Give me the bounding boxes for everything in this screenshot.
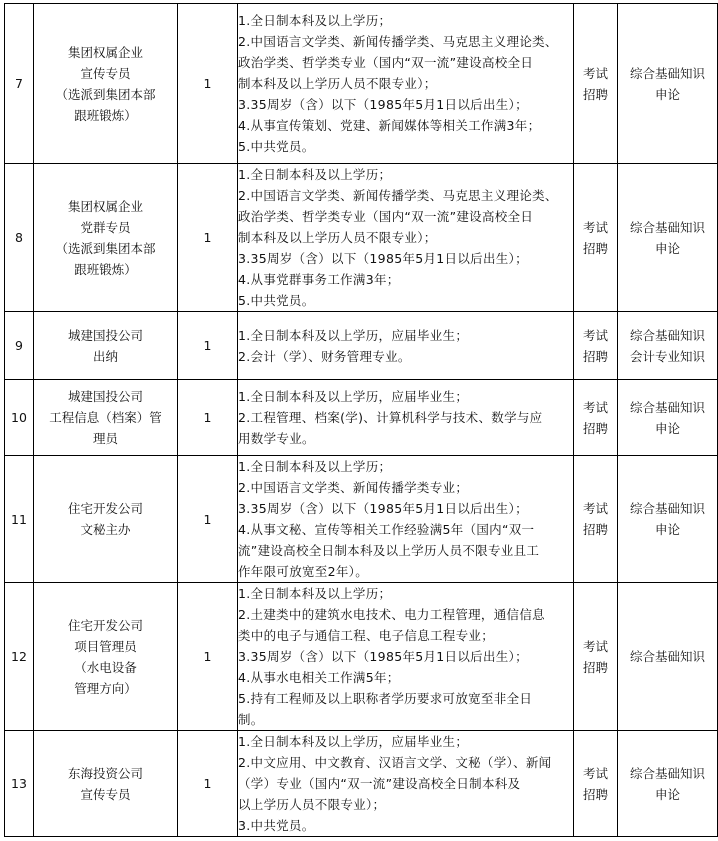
requirements-cell: [238, 312, 574, 380]
requirement-line: 4.从事党群事务工作满3年；: [238, 272, 400, 287]
table-row: [5, 583, 718, 731]
recruit-method-cell: [574, 164, 618, 312]
table-row: [5, 731, 718, 837]
position-cell: [34, 380, 178, 456]
exam-subject-line: 申论: [654, 240, 680, 256]
requirement-line: 5.中共党员。: [238, 293, 315, 308]
row-number: 7: [5, 4, 34, 164]
row-number: 8: [5, 164, 34, 312]
recruit-method-line: 招聘: [582, 86, 608, 102]
exam-subject-line: 申论: [654, 522, 680, 537]
headcount: 1: [178, 312, 238, 380]
position-line: 集团权属企业: [67, 198, 143, 214]
headcount: 1: [178, 731, 238, 837]
requirement-line: 2.中国语言文学类、新闻传播学类、马克思主义理论类、: [238, 34, 558, 49]
table-row: [5, 380, 718, 456]
position-line: 住宅开发公司: [67, 617, 143, 633]
requirement-line: 5.中共党员。: [238, 139, 315, 154]
requirement-line: 3.35周岁（含）以下（1985年5月1日以后出生）；: [238, 251, 528, 266]
recruit-method-cell: [574, 583, 618, 731]
table-row: [5, 456, 718, 583]
position-line: 理员: [92, 431, 118, 446]
exam-subject-line: 申论: [654, 420, 680, 436]
recruit-method-line: 考试: [582, 399, 608, 415]
headcount: 1: [178, 4, 238, 164]
row-number: 11: [5, 456, 34, 583]
requirements-cell: [238, 380, 574, 456]
exam-subject-line: 综合基础知识: [629, 219, 705, 235]
exam-subject-line: 综合基础知识: [629, 327, 705, 343]
exam-subjects-cell: [618, 380, 718, 456]
requirement-line: 3.35周岁（含）以下（1985年5月1日以后出生）；: [238, 97, 528, 112]
exam-subject-line: 综合基础知识: [629, 399, 705, 415]
position-line: 项目管理员: [74, 638, 137, 654]
position-cell: [34, 4, 178, 164]
exam-subject-line: 综合基础知识: [629, 765, 705, 781]
recruit-method-line: 考试: [582, 638, 608, 654]
requirement-line: 1.全日制本科及以上学历，应届毕业生；: [238, 327, 469, 343]
table-row: [5, 164, 718, 312]
position-line: （选派到集团本部: [55, 240, 156, 256]
requirement-line: 2.土建类中的建筑水电技术、电力工程管理，通信信息: [238, 607, 545, 622]
table-row: [5, 312, 718, 380]
exam-subject-line: 综合基础知识: [629, 501, 705, 516]
requirement-line: 2.中文应用、中文教育、汉语言文学、文秘（学）、新闻: [238, 755, 552, 770]
recruit-method-line: 招聘: [582, 348, 608, 364]
requirement-line: 3.35周岁（含）以下（1985年5月1日以后出生）；: [238, 501, 528, 516]
headcount: 1: [178, 456, 238, 583]
recruit-method-cell: [574, 456, 618, 583]
exam-subjects-cell: [618, 583, 718, 731]
requirement-line: 以上学历人员不限专业）；: [238, 797, 386, 812]
position-line: 文秘主办: [80, 522, 131, 537]
recruit-method-line: 考试: [582, 65, 608, 81]
position-cell: [34, 731, 178, 837]
requirements-cell: [238, 456, 574, 583]
requirement-line: 4.从事文秘、宣传等相关工作经验满5年（国内“双一: [238, 522, 535, 537]
exam-subjects-cell: [618, 4, 718, 164]
exam-subjects-cell: [618, 731, 718, 837]
table-body: [5, 4, 718, 837]
position-line: 党群专员: [80, 219, 131, 235]
exam-subject-line: 综合基础知识: [629, 65, 705, 81]
position-line: （水电设备: [74, 659, 137, 675]
recruit-method-line: 招聘: [582, 786, 608, 802]
position-line: 东海投资公司: [67, 765, 143, 781]
exam-subject-line: 申论: [654, 786, 680, 802]
recruit-method-line: 招聘: [582, 240, 608, 256]
requirement-line: 作年限可放宽至2年）。: [238, 564, 369, 579]
position-cell: [34, 583, 178, 731]
requirement-line: 2.中国语言文学类、新闻传播学类、马克思主义理论类、: [238, 188, 558, 203]
position-line: 住宅开发公司: [67, 501, 143, 516]
recruit-method-cell: [574, 312, 618, 380]
position-line: 城建国投公司: [67, 389, 143, 404]
requirement-line: 类中的电子与通信工程、电子信息工程专业；: [238, 628, 495, 643]
exam-subjects-cell: [618, 456, 718, 583]
row-number: 13: [5, 731, 34, 837]
recruit-method-cell: [574, 4, 618, 164]
recruit-method-line: 考试: [582, 765, 608, 781]
position-line: 工程信息（档案）管: [49, 410, 162, 425]
requirement-line: 制本科及以上学历人员不限专业）；: [238, 76, 437, 91]
recruitment-table: [4, 3, 718, 837]
recruit-method-line: 招聘: [582, 659, 608, 675]
requirement-line: 政治学类、哲学类专业（国内“双一流”建设高校全日: [238, 209, 534, 224]
requirement-line: 2.工程管理、档案(学)、计算机科学与技术、数学与应: [238, 410, 543, 425]
requirement-line: 3.35周岁（含）以下（1985年5月1日以后出生）；: [238, 649, 528, 664]
requirement-line: 2.会计（学）、财务管理专业。: [238, 348, 411, 364]
recruit-method-cell: [574, 731, 618, 837]
requirements-cell: [238, 164, 574, 312]
requirements-cell: [238, 731, 574, 837]
requirement-line: 4.从事宣传策划、党建、新闻媒体等相关工作满3年；: [238, 118, 541, 133]
requirement-line: 制。: [238, 712, 264, 727]
requirement-line: 1.全日制本科及以上学历，应届毕业生；: [238, 734, 469, 749]
requirement-line: （学）专业（国内“双一流”建设高校全日制本科及: [238, 776, 521, 791]
position-line: （选派到集团本部: [55, 86, 156, 102]
requirements-cell: [238, 583, 574, 731]
requirement-line: 1.全日制本科及以上学历，应届毕业生；: [238, 389, 469, 404]
position-cell: [34, 164, 178, 312]
headcount: 1: [178, 164, 238, 312]
table-row: [5, 4, 718, 164]
position-line: 管理方向）: [74, 680, 137, 696]
position-line: 出纳: [92, 348, 118, 364]
requirements-cell: [238, 4, 574, 164]
requirement-line: 1.全日制本科及以上学历；: [238, 459, 392, 474]
requirement-line: 1.全日制本科及以上学历；: [238, 167, 392, 182]
requirement-line: 5.持有工程师及以上职称者学历要求可放宽至非全日: [238, 691, 533, 706]
requirement-line: 制本科及以上学历人员不限专业）；: [238, 230, 437, 245]
requirement-line: 2.中国语言文学类、新闻传播学类专业；: [238, 480, 469, 495]
row-number: 12: [5, 583, 34, 731]
position-line: 跟班锻炼）: [74, 261, 137, 277]
recruit-method-line: 考试: [582, 219, 608, 235]
exam-subject-line: 申论: [654, 86, 680, 102]
recruit-method-line: 考试: [582, 327, 608, 343]
requirement-line: 流”建设高校全日制本科及以上学历人员不限专业且工: [238, 543, 540, 558]
exam-subjects-cell: [618, 312, 718, 380]
exam-subjects-cell: [618, 164, 718, 312]
requirement-line: 1.全日制本科及以上学历；: [238, 586, 392, 601]
recruit-method-line: 招聘: [582, 420, 608, 436]
requirement-line: 4.从事水电相关工作满5年；: [238, 670, 400, 685]
position-line: 城建国投公司: [67, 327, 143, 343]
requirement-line: 3.中共党员。: [238, 818, 315, 833]
position-cell: [34, 456, 178, 583]
recruit-method-cell: [574, 380, 618, 456]
position-line: 跟班锻炼）: [74, 107, 137, 123]
position-line: 宣传专员: [80, 786, 131, 802]
position-line: 宣传专员: [80, 65, 131, 81]
row-number: 10: [5, 380, 34, 456]
requirement-line: 用数学专业。: [238, 431, 315, 446]
headcount: 1: [178, 380, 238, 456]
exam-subject-line: 会计专业知识: [629, 348, 705, 364]
requirement-line: 1.全日制本科及以上学历；: [238, 13, 392, 28]
recruit-method-line: 招聘: [582, 522, 608, 537]
headcount: 1: [178, 583, 238, 731]
requirement-line: 政治学类、哲学类专业（国内“双一流”建设高校全日: [238, 55, 534, 70]
position-cell: [34, 312, 178, 380]
row-number: 9: [5, 312, 34, 380]
exam-subject-line: 综合基础知识: [629, 649, 705, 664]
recruit-method-line: 考试: [582, 501, 608, 516]
position-line: 集团权属企业: [67, 44, 143, 60]
